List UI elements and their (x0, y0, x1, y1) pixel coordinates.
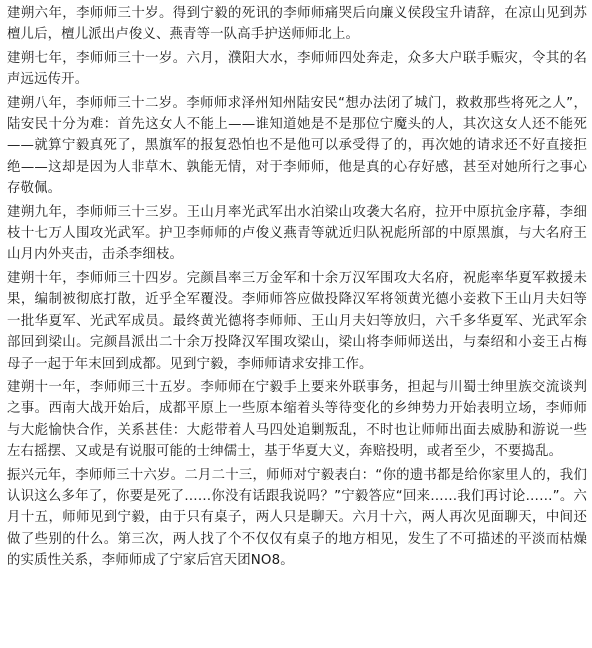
paragraph-jianshuo-9: 建朔九年，李师师三十三岁。王山月率光武军出水泊梁山攻袭大名府，拉开中原抗金序幕，李细枝十七万人围攻光武军。护卫李师师的卢俊义燕青等就近归队祝彪所部的中原黑旗，与大名府王山月内外夹击，击杀李细枝。 (7, 204, 587, 263)
paragraph-jianshuo-10: 建朔十年，李师师三十四岁。完颜昌率三万金军和十余万汉军围攻大名府，祝彪率华夏军救援未果，编制被彻底打散，近乎全军覆没。李师师答应做投降汉军将领黄光德小妾救下王山月夫妇等一批华夏军、光武军成员。最终黄光德将李师师、王山月夫妇等放归，六千多华夏军、光武军余部回到梁山。完颜昌派出二十余万投降汉军围攻梁山，梁山将李师师送出，与秦绍和小妾王占梅母子一起于年末回到成都。见到宁毅，李师师请求安排工作。 (7, 270, 587, 372)
paragraph-zhenxing-1: 振兴元年，李师师三十六岁。二月二十三，师师对宁毅表白：“你的遗书都是给你家里人的，我们认识这么多年了，你要是死了……你没有话跟我说吗？”宁毅答应“回来……我们再讨论……”。六月十五，师师见到宁毅，由于只有桌子，两人只是聊天。六月十六，两人再次见面聊天，中间还做了些别的什么。第三次，两人找了个不仅仅有桌子的地方相见，发生了不可描述的平淡而枯燥的实质性关系，李师师成了宁家后宫天团NO8。 (7, 467, 587, 569)
paragraph-jianshuo-8: 建朔八年，李师师三十二岁。李师师求泽州知州陆安民“想办法闭了城门，救救那些将死之人”，陆安民十分为难：首先这女人不能上——谁知道她是不是那位宁魔头的人，其次这女人还不能死——就算宁毅真死了，黑旗军的报复恐怕也不是他可以承受得了的，再次她的请求还不好直接拒绝——这却是因为人非草木、孰能无情，对于李师师，他是真的心存好感，甚至对她所行之事心存敬佩。 (7, 95, 587, 197)
article-body (7, 3, 587, 572)
paragraph-jianshuo-6: 建朔六年，李师师三十岁。得到宁毅的死讯的李师师痛哭后向廉义侯段宝升请辞，在凉山见到苏檀儿后，檀儿派出卢俊义、燕青等一队高手护送师师北上。 (7, 6, 587, 43)
paragraph-jianshuo-11: 建朔十一年，李师师三十五岁。李师师在宁毅手上要来外联事务，担起与川蜀士绅里族交流谈判之事。西南大战开始后，成都平原上一些原本缩着头等待变化的乡绅势力开始表明立场，李师师与大彪愉快合作，关系甚佳：大彪带着人马四处追剿叛乱，不时也让师师出面去威胁和游说一些左右摇摆、又或是有说服可能的士绅儒士，基于华夏大义，奔赔投明，或者至少，不要捣乱。 (7, 379, 587, 460)
paragraph-jianshuo-7: 建朔七年，李师师三十一岁。六月，濮阳大水，李师师四处奔走，众多大户联手赈灾，令其的名声远远传开。 (7, 50, 587, 88)
